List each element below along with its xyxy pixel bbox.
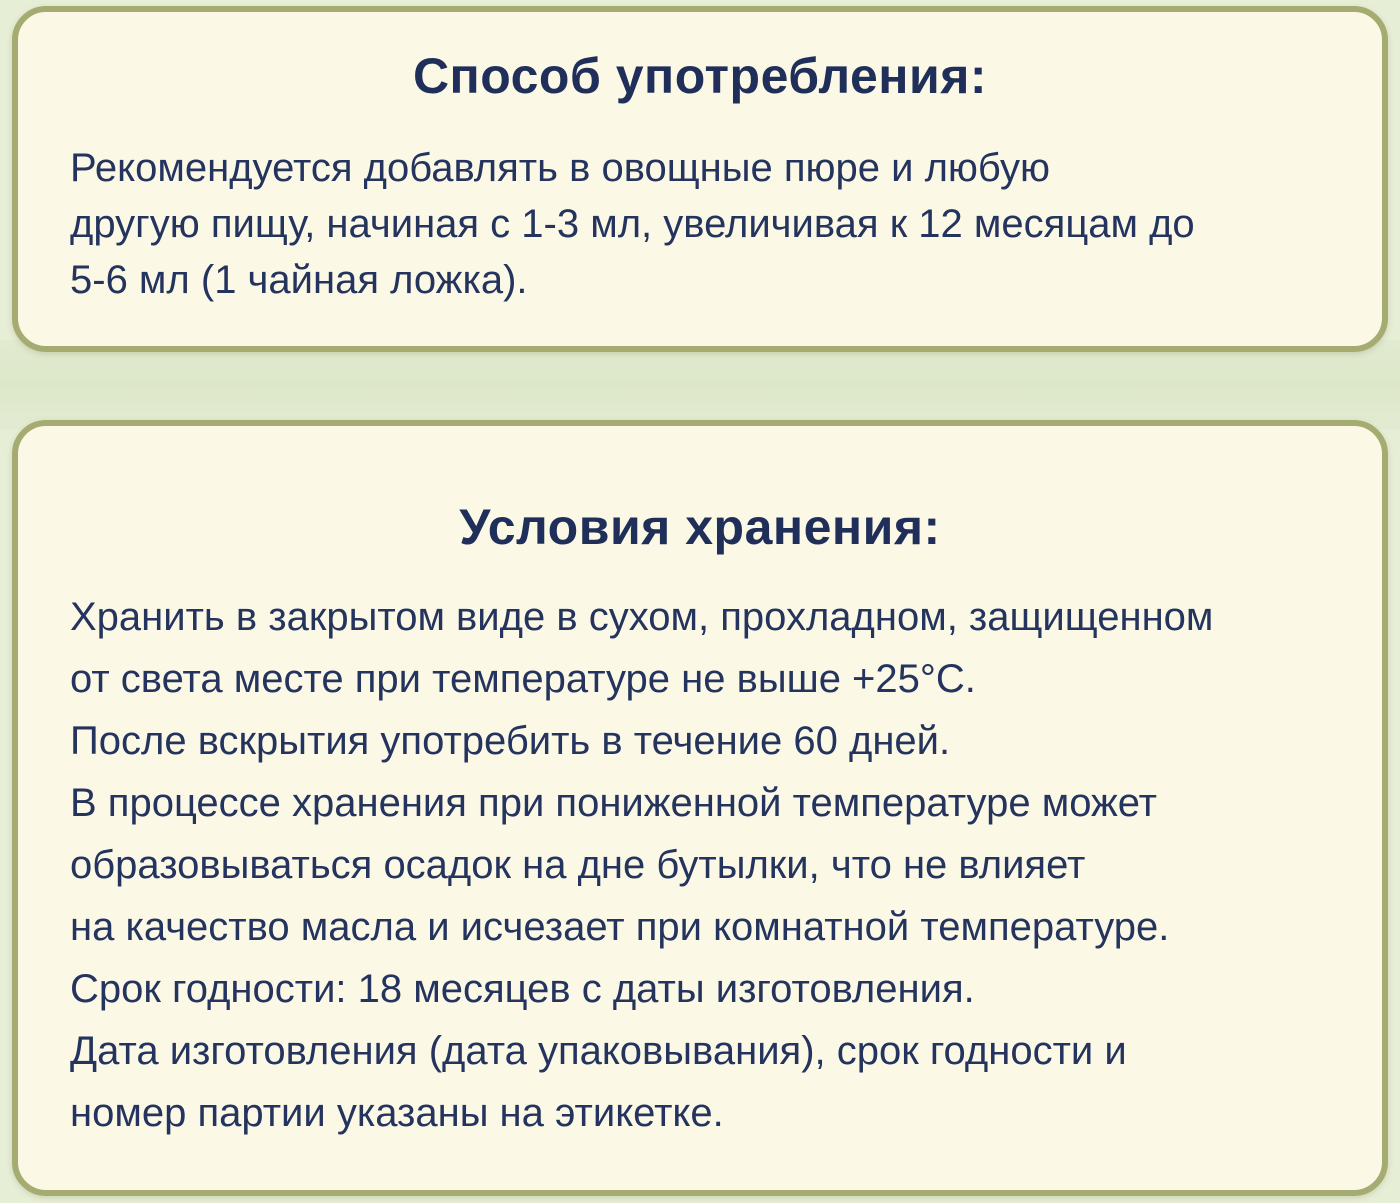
usage-line: другую пищу, начиная с 1-3 мл, увеличивая к 12 месяцам до [70,202,1195,246]
storage-line: Дата изготовления (дата упаковывания), срок годности и [70,1029,1127,1073]
storage-line: После вскрытия употребить в течение 60 дней. [70,719,951,763]
usage-line: Рекомендуется добавлять в овощные пюре и любую [70,146,1050,190]
storage-line: Срок годности: 18 месяцев с даты изготовления. [70,967,975,1011]
storage-line: на качество масла и исчезает при комнатной температуре. [70,905,1170,949]
usage-text [18,110,1382,308]
usage-line: 5-6 мл (1 чайная ложка). [70,258,528,302]
storage-title: Условия хранения: [459,499,941,555]
usage-card [12,6,1388,352]
storage-line: образовываться осадок на дне бутылки, что не влияет [70,843,1086,887]
storage-card [12,420,1388,1196]
usage-title: Способ употребления: [412,48,988,104]
storage-text [18,562,1382,1144]
storage-line: В процессе хранения при пониженной температуре может [70,781,1157,825]
storage-line: Хранить в закрытом виде в сухом, прохладном, защищенном [70,595,1214,639]
storage-line: от света месте при температуре не выше +25°С. [70,657,976,701]
storage-line: номер партии указаны на этикетке. [70,1091,724,1135]
background-band [0,340,1400,430]
